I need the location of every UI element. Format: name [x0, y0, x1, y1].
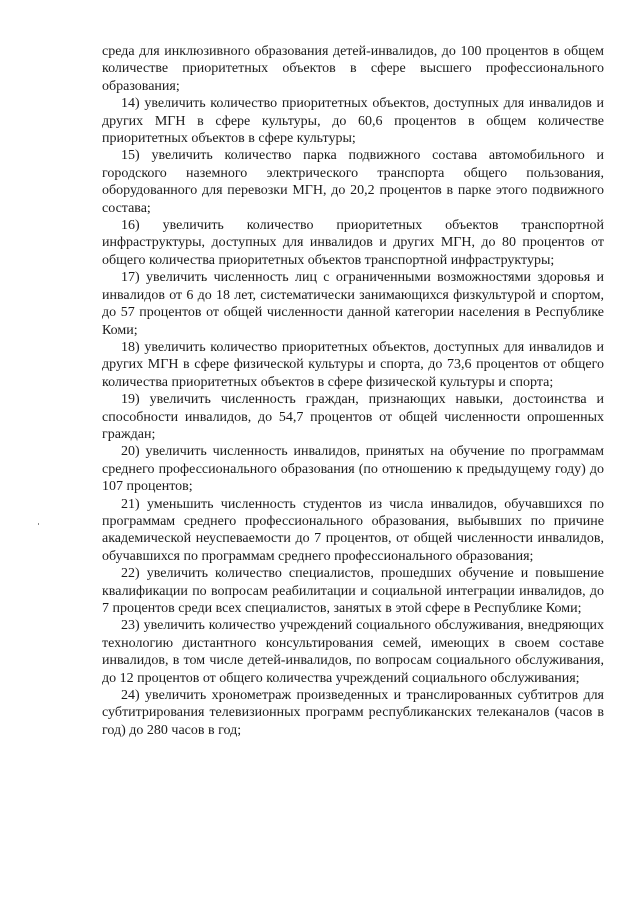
- paragraph-number: 18): [121, 339, 140, 355]
- paragraph-15: [102, 147, 604, 217]
- paragraph-text: увеличить количество специалистов, прошедших обучение и повышение квалификации по вопросам реабилитации и социальной интеграции инвалидов, до 7 процентов среди всех специалистов, занятых в этой сфере в Республике Коми;: [102, 566, 604, 616]
- scan-artifact-mark: [38, 523, 39, 525]
- paragraph-text: увеличить количество приоритетных объектов, доступных для инвалидов и других МГН в сфере культуры, до 60,6 процентов в общем количестве приоритетных объектов в сфере культуры;: [102, 96, 604, 147]
- paragraph-text: увеличить количество учреждений социального обслуживания, внедряющих технологию дистантного консультирования семей, имеющих в своем составе инвалидов, в том числе детей-инвалидов, по вопросам социального обслуживания, до 12 процентов от общего количества учреждений социального обслуживания;: [102, 618, 605, 686]
- paragraph-number: 21): [121, 496, 140, 512]
- paragraph-13-continuation: [102, 43, 604, 95]
- paragraph-19: [102, 391, 604, 443]
- paragraph-text: увеличить количество приоритетных объектов транспортной инфраструктуры, доступных для инвалидов и других МГН, до 80 процентов от общего количества приоритетных объектов транспортной инфраструктуры;: [102, 218, 604, 268]
- paragraph-number: 23): [121, 618, 140, 634]
- paragraph-22: [102, 565, 604, 617]
- paragraph-17: [102, 269, 604, 339]
- paragraph-text: уменьшить численность студентов из числа инвалидов, обучавшихся по программам среднего профессионального образования, выбывших по причине академической неуспеваемости до 7 процентов, от общей численности инвалидов, обучавшихся по программам среднего профессионального образования;: [102, 496, 604, 564]
- paragraph-text: среда для инклюзивного образования детей-инвалидов, до 100 процентов в общем количестве приоритетных объектов в сфере высшего профессионального образования;: [102, 44, 604, 94]
- paragraph-text: увеличить численность инвалидов, принятых на обучение по программам среднего профессионального образования (по отношению к предыдущему году) до 107 процентов;: [102, 444, 605, 495]
- paragraph-23: [102, 617, 604, 687]
- paragraph-14: [102, 95, 604, 147]
- paragraph-text: увеличить численность лиц с ограниченными возможностями здоровья и инвалидов от 6 до 18 лет, систематически занимающихся физкультурой и спортом, до 57 процентов от общей численности данной категории населения в Республике Коми;: [102, 270, 605, 338]
- paragraph-number: 14): [121, 96, 140, 112]
- paragraph-number: 16): [121, 218, 140, 234]
- paragraph-text: увеличить количество приоритетных объектов, доступных для инвалидов и других МГН в сфере физической культуры и спорта, до 73,6 процентов от общего количества приоритетных объектов в сфере физической культуры и спорта;: [102, 339, 604, 390]
- document-body: [102, 43, 604, 739]
- paragraph-24: [102, 687, 604, 739]
- paragraph-18: [102, 339, 604, 391]
- paragraph-number: 22): [121, 566, 140, 582]
- paragraph-number: 17): [121, 270, 140, 286]
- paragraph-number: 20): [121, 444, 140, 460]
- paragraph-21: [102, 496, 604, 566]
- paragraph-16: [102, 217, 604, 269]
- paragraph-text: увеличить количество парка подвижного состава автомобильного и городского наземного электрического транспорта общего пользования, оборудованного для перевозки МГН, до 20,2 процентов в парке этого подвижного состава;: [102, 148, 604, 216]
- paragraph-text: увеличить численность граждан, признающих навыки, достоинства и способности инвалидов, до 54,7 процентов от общей численности опрошенных граждан;: [102, 392, 605, 442]
- paragraph-number: 19): [121, 392, 140, 408]
- paragraph-number: 15): [121, 148, 140, 164]
- paragraph-number: 24): [121, 688, 140, 704]
- paragraph-20: [102, 443, 604, 495]
- paragraph-text: увеличить хронометраж произведенных и транслированных субтитров для субтитрирования телевизионных программ республиканских телеканалов (часов в год) до 280 часов в год;: [102, 688, 604, 738]
